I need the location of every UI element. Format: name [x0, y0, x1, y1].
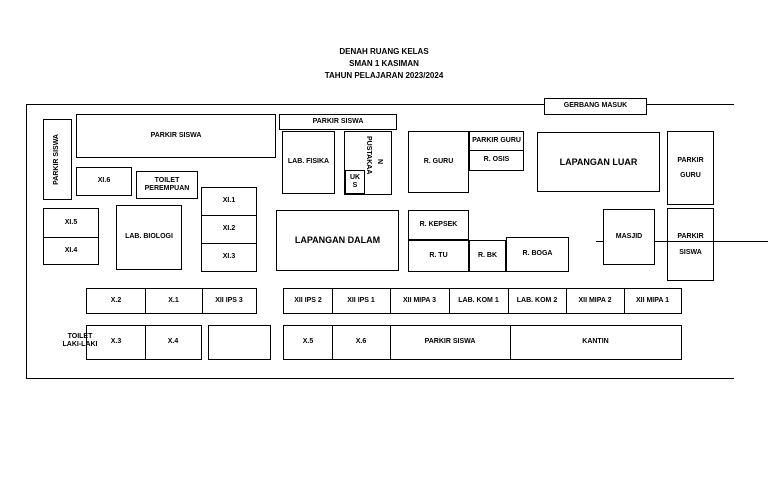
parkir-siswa-right-label-1: PARKIR — [677, 233, 704, 241]
r-boga-label: R. BOGA — [522, 250, 553, 258]
room-xii-ips-2 — [284, 289, 333, 313]
lab-kom-2 — [508, 289, 567, 313]
room-xi5 — [43, 208, 99, 238]
parkir-siswa-left — [43, 119, 72, 200]
room-xii-ips-3 — [202, 289, 256, 313]
room-x2 — [87, 289, 146, 313]
r-guru-label: R. GURU — [423, 157, 454, 165]
room-xi1 — [201, 187, 257, 216]
parkir-guru — [469, 131, 524, 151]
room-xi5-label: XI.5 — [64, 218, 78, 226]
toilet-perempuan — [136, 171, 198, 199]
room-xi2-label: XI.2 — [222, 225, 236, 233]
room-xii-mipa-1-label: XII MIPA 1 — [635, 296, 670, 304]
parkir-siswa-right-label-2: SISWA — [679, 248, 702, 256]
title-line-2: SMAN 1 KASIMAN — [349, 59, 419, 68]
room-x6-label: X.6 — [355, 338, 367, 346]
room-x2-label: X.2 — [110, 296, 122, 304]
room-xii-mipa-3-label: XII MIPA 3 — [402, 296, 437, 304]
toilet-laki-label-1: TOILET — [67, 333, 93, 340]
room-x5 — [284, 326, 333, 359]
r-kepsek-label: R. KEPSEK — [419, 220, 458, 228]
room-xii-mipa-2-label: XII MIPA 2 — [578, 296, 612, 304]
r-tu-label: R. TU — [429, 251, 448, 259]
room-xii-ips-1 — [332, 289, 391, 313]
masjid — [603, 209, 655, 265]
parkir-siswa-right — [667, 208, 714, 281]
boundary-left-line — [26, 104, 27, 379]
r-bk-label: R. BK — [477, 251, 498, 259]
room-xi1-label: XI.1 — [222, 197, 236, 205]
uks — [345, 170, 365, 194]
r-tu — [408, 240, 469, 272]
room-xi3 — [201, 243, 257, 272]
boundary-bottom-line — [26, 378, 734, 379]
r-guru — [408, 131, 469, 193]
lapangan-dalam-label: LAPANGAN DALAM — [294, 235, 381, 246]
perpustakaan-label: PUSTAKAA — [365, 135, 373, 175]
row1-right-block — [283, 288, 682, 314]
uks-label-1: UK — [349, 173, 361, 181]
kantin-label: KANTIN — [582, 338, 609, 346]
room-xi6 — [76, 167, 132, 196]
row2-right-block — [283, 325, 682, 360]
room-x3-label: X.3 — [110, 338, 122, 346]
room-x6 — [332, 326, 391, 359]
toilet-perempuan-label-1: TOILET — [154, 176, 180, 184]
r-boga — [506, 237, 569, 272]
lab-fisika-label: LAB. FISIKA — [287, 158, 330, 166]
parkir-guru-right-label-2: GURU — [680, 172, 701, 179]
room-xii-ips-3-label: XII IPS 3 — [215, 296, 243, 304]
lab-biologi — [116, 205, 182, 270]
parkir-siswa-bottom-label: PARKIR SISWA — [424, 338, 476, 346]
lab-fisika — [282, 131, 335, 194]
lapangan-dalam — [276, 210, 399, 271]
lapangan-luar-label: LAPANGAN LUAR — [559, 156, 638, 167]
parkir-guru-right-label-1: PARKIR — [677, 156, 704, 164]
room-xi4 — [43, 237, 99, 265]
title-line-1: DENAH RUANG KELAS — [339, 47, 429, 56]
toilet-laki-label-2: LAKI-LAKI — [62, 341, 98, 349]
lab-kom-1-label: LAB. KOM 1 — [458, 296, 499, 304]
parkir-siswa-mid-label: PARKIR SISWA — [312, 117, 364, 125]
uks-label-2: S — [352, 182, 358, 189]
room-x4 — [145, 326, 201, 359]
room-xii-mipa-3 — [390, 289, 450, 313]
title-line-3: TAHUN PELAJARAN 2023/2024 — [324, 71, 444, 80]
room-x1-label: X.1 — [168, 296, 179, 304]
lapangan-luar — [537, 132, 660, 192]
r-kepsek — [408, 210, 469, 240]
room-x1 — [145, 289, 203, 313]
parkir-guru-label: PARKIR GURU — [472, 136, 521, 144]
parkir-siswa-top — [76, 114, 276, 158]
lab-biologi-label: LAB. BIOLOGI — [125, 233, 173, 241]
room-xi6-label: XI.6 — [97, 177, 111, 185]
parkir-siswa-top-label: PARKIR SISWA — [150, 131, 202, 139]
room-x4-label: X.4 — [167, 338, 179, 346]
room-xii-ips-2-label: XII IPS 2 — [294, 296, 322, 304]
gerbang-masuk-label: GERBANG MASUK — [563, 102, 628, 110]
room-x5-label: X.5 — [302, 338, 314, 346]
r-bk — [469, 240, 506, 272]
kantin — [510, 326, 681, 359]
parkir-siswa-left-label: PARKIR SISWA — [53, 134, 61, 185]
toilet-laki-laki — [56, 333, 104, 350]
masjid-label: MASJID — [615, 232, 643, 240]
room-xi4-label: XI.4 — [64, 246, 78, 254]
parkir-siswa-mid — [279, 114, 397, 130]
room-xii-mipa-2 — [566, 289, 625, 313]
r-osis-label: R. OSIS — [483, 156, 510, 164]
lab-kom-2-label: LAB. KOM 2 — [516, 296, 558, 304]
room-xi2 — [201, 215, 257, 244]
lab-kom-1 — [449, 289, 509, 313]
room-xi3-label: XI.3 — [222, 253, 236, 261]
empty-room — [208, 325, 271, 360]
perpustakaan-label-n: N — [376, 159, 384, 165]
parkir-siswa-bottom — [390, 326, 511, 359]
room-xii-mipa-1 — [624, 289, 681, 313]
room-xii-ips-1-label: XII IPS 1 — [347, 296, 375, 304]
gerbang-masuk — [544, 98, 647, 115]
parkir-guru-right — [667, 131, 714, 205]
toilet-perempuan-label-2: PEREMPUAN — [144, 185, 190, 192]
row1-left-block — [86, 288, 257, 314]
r-osis — [469, 150, 524, 171]
